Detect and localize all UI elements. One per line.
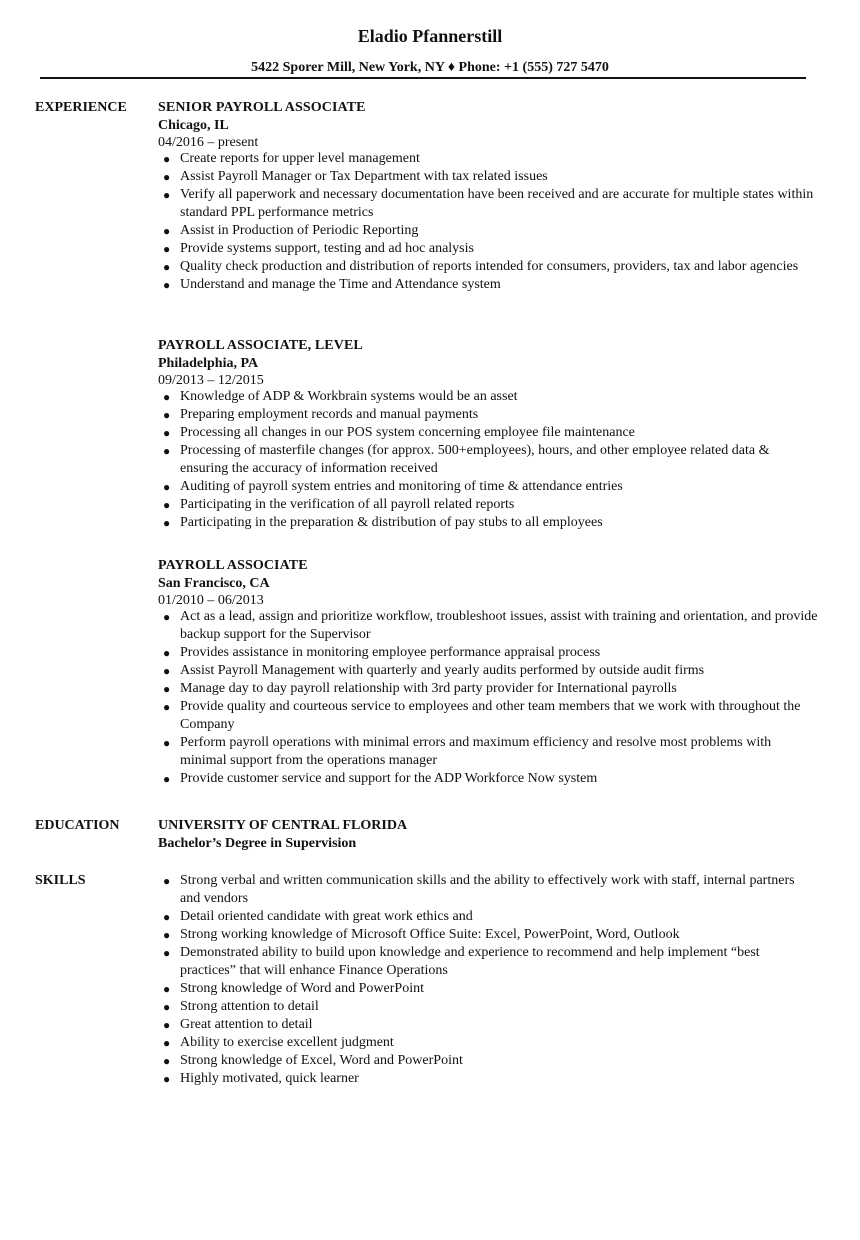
- bullet-icon: ●: [163, 1072, 171, 1086]
- header-divider: [40, 77, 806, 79]
- bullet-icon: ●: [163, 224, 171, 238]
- list-item: ● Detail oriented candidate with great work ethics and: [163, 909, 473, 924]
- job-title: SENIOR PAYROLL ASSOCIATE: [158, 100, 366, 115]
- bullet-icon: ●: [163, 480, 171, 494]
- section-title-education: EDUCATION: [35, 818, 120, 833]
- list-item: ● Perform payroll operations with minimal errors and maximum efficiency and resolve most problems with minimal support from the operations manager: [163, 735, 772, 768]
- bullet-icon: ●: [163, 910, 171, 924]
- job-dates: 04/2016 – present: [158, 135, 259, 150]
- bullet-icon: ●: [163, 772, 171, 786]
- list-item: ● Strong knowledge of Word and PowerPoint: [163, 981, 424, 996]
- list-item: ● Provide customer service and support for the ADP Workforce Now system: [163, 771, 598, 786]
- list-item: ● Strong verbal and written communication skills and the ability to effectively work with staff, internal partners and vendors: [163, 873, 795, 906]
- list-item: ● Provide quality and courteous service to employees and other team members that we work with throughout the Company: [163, 699, 801, 732]
- bullet-icon: ●: [163, 260, 171, 274]
- job-bullets: [158, 150, 818, 294]
- bullet-icon: ●: [163, 444, 171, 458]
- job-entry: [158, 337, 818, 532]
- list-item: ● Great attention to detail: [163, 1017, 313, 1032]
- bullet-icon: ●: [163, 188, 171, 202]
- job-location: Chicago, IL: [158, 118, 229, 133]
- list-item: ● Participating in the verification of all payroll related reports: [163, 497, 515, 512]
- bullet-icon: ●: [163, 1054, 171, 1068]
- bullet-icon: ●: [163, 646, 171, 660]
- bullet-icon: ●: [163, 498, 171, 512]
- list-item: ● Processing of masterfile changes (for approx. 500+employees), hours, and other employee related data & ensuring the accuracy of information received: [163, 443, 770, 476]
- list-item: ● Assist in Production of Periodic Reporting: [163, 223, 419, 238]
- skills-list: [158, 872, 818, 1088]
- list-item: ● Ability to exercise excellent judgment: [163, 1035, 394, 1050]
- job-location: San Francisco, CA: [158, 576, 270, 591]
- candidate-name: Eladio Pfannerstill: [357, 26, 503, 46]
- list-item: ● Preparing employment records and manual payments: [163, 407, 479, 422]
- bullet-icon: ●: [163, 242, 171, 256]
- resume-header: [0, 24, 860, 77]
- job-bullets: [158, 388, 818, 532]
- school-name: UNIVERSITY OF CENTRAL FLORIDA: [158, 818, 408, 833]
- list-item: ● Participating in the preparation & distribution of pay stubs to all employees: [163, 515, 603, 530]
- job-entry: [158, 99, 818, 294]
- job-title: PAYROLL ASSOCIATE: [158, 558, 308, 573]
- list-item: ● Assist Payroll Manager or Tax Department with tax related issues: [163, 169, 548, 184]
- bullet-icon: ●: [163, 390, 171, 404]
- bullet-icon: ●: [163, 664, 171, 678]
- bullet-icon: ●: [163, 408, 171, 422]
- bullet-icon: ●: [163, 700, 171, 714]
- bullet-icon: ●: [163, 278, 171, 292]
- list-item: ● Verify all paperwork and necessary documentation have been received and are accurate for multiple states within standard PPL performance metrics: [163, 187, 814, 220]
- bullet-icon: ●: [163, 982, 171, 996]
- job-dates: 01/2010 – 06/2013: [158, 593, 264, 608]
- section-title-experience: EXPERIENCE: [35, 100, 127, 115]
- bullet-icon: ●: [163, 152, 171, 166]
- section-title-skills: SKILLS: [35, 873, 86, 888]
- list-item: ● Understand and manage the Time and Attendance system: [163, 277, 501, 292]
- bullet-icon: ●: [163, 1000, 171, 1014]
- list-item: ● Demonstrated ability to build upon knowledge and experience to recommend and help implement “best practices” that will enhance Finance Operations: [163, 945, 760, 978]
- list-item: ● Provides assistance in monitoring employee performance appraisal process: [163, 645, 601, 660]
- job-dates: 09/2013 – 12/2015: [158, 373, 264, 388]
- bullet-icon: ●: [163, 170, 171, 184]
- list-item: ● Quality check production and distribution of reports intended for consumers, providers, tax and labor agencies: [163, 259, 799, 274]
- education-body: [158, 817, 818, 853]
- list-item: ● Assist Payroll Management with quarterly and yearly audits performed by outside audit firms: [163, 663, 705, 678]
- list-item: ● Highly motivated, quick learner: [163, 1071, 359, 1086]
- list-item: ● Create reports for upper level management: [163, 151, 420, 166]
- bullet-icon: ●: [163, 1036, 171, 1050]
- list-item: ● Act as a lead, assign and prioritize workflow, troubleshoot issues, assist with training and orientation, and provide backup support for the Supervisor: [163, 609, 818, 642]
- job-location: Philadelphia, PA: [158, 356, 259, 371]
- list-item: ● Provide systems support, testing and ad hoc analysis: [163, 241, 474, 256]
- bullet-icon: ●: [163, 426, 171, 440]
- bullet-icon: ●: [163, 1018, 171, 1032]
- bullet-icon: ●: [163, 946, 171, 960]
- list-item: ● Auditing of payroll system entries and monitoring of time & attendance entries: [163, 479, 623, 494]
- contact-line: 5422 Sporer Mill, New York, NY ♦ Phone: +1 (555) 727 5470: [251, 60, 609, 75]
- bullet-icon: ●: [163, 516, 171, 530]
- job-title: PAYROLL ASSOCIATE, LEVEL: [158, 338, 363, 353]
- bullet-icon: ●: [163, 610, 171, 624]
- job-bullets: [158, 608, 818, 788]
- degree: Bachelor’s Degree in Supervision: [158, 836, 357, 851]
- job-entry: [158, 557, 818, 788]
- list-item: ● Knowledge of ADP & Workbrain systems would be an asset: [163, 389, 518, 404]
- skills-body: [158, 872, 818, 1088]
- list-item: ● Strong working knowledge of Microsoft Office Suite: Excel, PowerPoint, Word, Outlook: [163, 927, 680, 942]
- bullet-icon: ●: [163, 736, 171, 750]
- bullet-icon: ●: [163, 874, 171, 888]
- list-item: ● Strong knowledge of Excel, Word and PowerPoint: [163, 1053, 463, 1068]
- list-item: ● Processing all changes in our POS system concerning employee file maintenance: [163, 425, 635, 440]
- list-item: ● Manage day to day payroll relationship with 3rd party provider for International payrolls: [163, 681, 677, 696]
- bullet-icon: ●: [163, 928, 171, 942]
- bullet-icon: ●: [163, 682, 171, 696]
- list-item: ● Strong attention to detail: [163, 999, 319, 1014]
